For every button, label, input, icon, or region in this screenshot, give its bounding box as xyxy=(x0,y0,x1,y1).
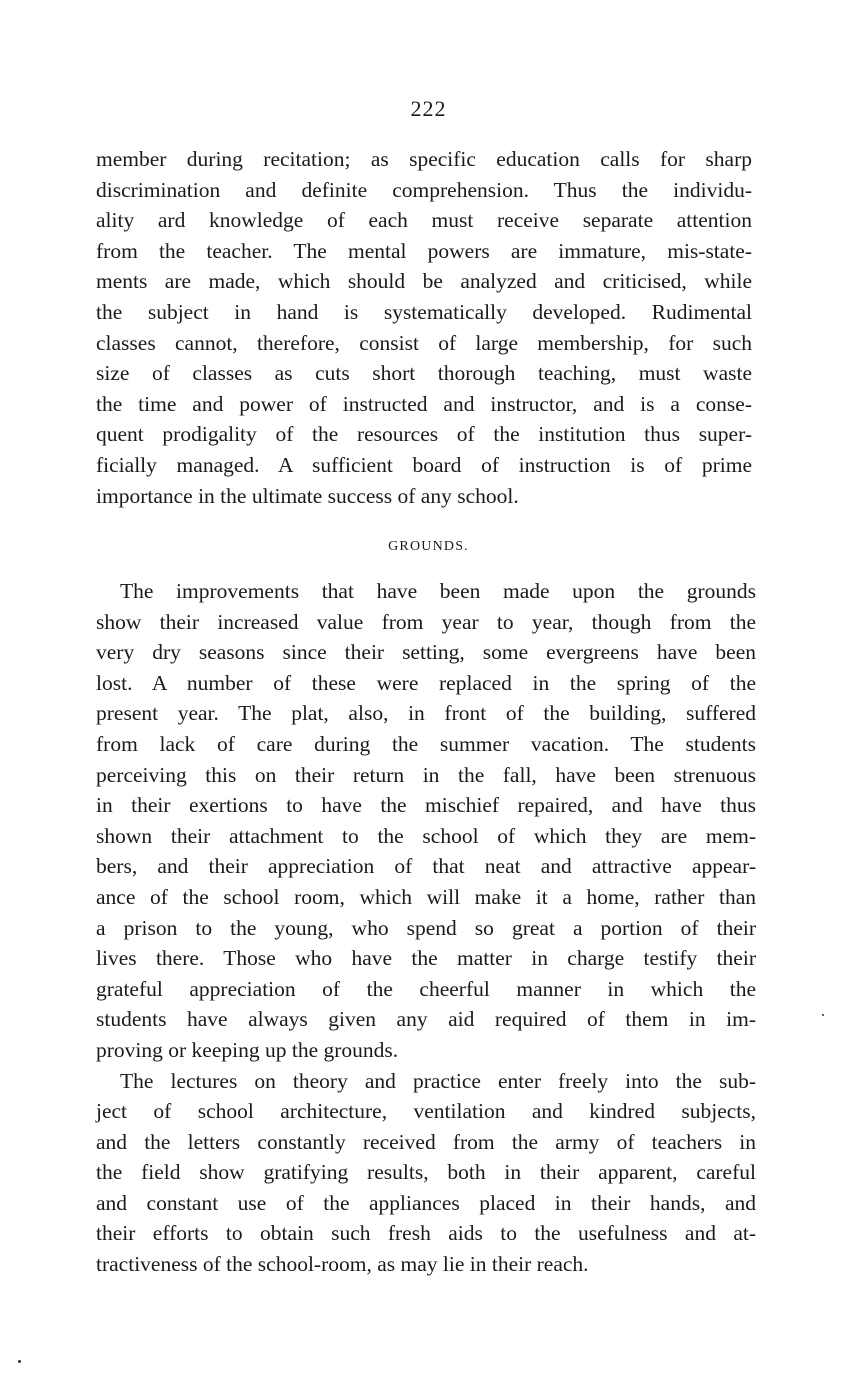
text-line: lost. A number of these were replaced in the spring of the xyxy=(96,670,756,695)
text-line: The lectures on theory and practice enter freely into the sub- xyxy=(120,1068,756,1093)
text-line: very dry seasons since their setting, some evergreens have been xyxy=(96,640,756,665)
text-line: perceiving this on their return in the fall, have been strenuous xyxy=(96,762,756,787)
text-line: importance in the ultimate success of any school. xyxy=(96,483,519,508)
text-line: from the teacher. The mental powers are immature, mis-state- xyxy=(96,238,752,263)
text-line: show their increased value from year to year, though from the xyxy=(96,609,756,634)
ink-speck xyxy=(822,1014,824,1016)
paragraph-lectures xyxy=(96,1066,756,1280)
text-line: students have always given any aid required of them in im- xyxy=(96,1007,756,1032)
paragraph-improvements xyxy=(96,576,756,1066)
text-line: in their exertions to have the mischief repaired, and have thus xyxy=(96,793,756,818)
text-line: their efforts to obtain such fresh aids to the usefulness and at- xyxy=(96,1221,756,1246)
text-line: from lack of care during the summer vacation. The students xyxy=(96,731,756,756)
text-line: The improvements that have been made upon the grounds xyxy=(120,579,756,603)
text-line: member during recitation; as specific education calls for sharp xyxy=(96,147,752,171)
text-line: shown their attachment to the school of which they are mem- xyxy=(96,823,756,848)
text-line: ficially managed. A sufficient board of instruction is of prime xyxy=(96,452,752,477)
text-line: the subject in hand is systematically developed. Rudimental xyxy=(96,299,752,324)
text-line: the time and power of instructed and instructor, and is a conse- xyxy=(96,391,752,416)
ink-speck xyxy=(18,1360,21,1363)
text-line: ality ard knowledge of each must receive separate attention xyxy=(96,208,752,233)
page-number: 222 xyxy=(410,96,447,121)
text-line: and constant use of the appliances placed in their hands, and xyxy=(96,1190,756,1215)
text-line: and the letters constantly received from the army of teachers in xyxy=(96,1129,756,1154)
text-line: grateful appreciation of the cheerful manner in which the xyxy=(96,976,756,1001)
text-line: a prison to the young, who spend so great a portion of their xyxy=(96,915,756,940)
text-line: ject of school architecture, ventilation and kindred subjects, xyxy=(96,1099,756,1124)
text-line: tractiveness of the school-room, as may lie in their reach. xyxy=(96,1252,589,1277)
section-grounds-body xyxy=(96,576,756,1280)
text-line: ance of the school room, which will make it a home, rather than xyxy=(96,884,756,909)
text-line: ments are made, which should be analyzed and criticised, while xyxy=(96,269,752,294)
text-line: classes cannot, therefore, consist of large membership, for such xyxy=(96,330,752,355)
text-line: the field show gratifying results, both in their apparent, careful xyxy=(96,1160,756,1185)
section-heading-grounds: GROUNDS. xyxy=(388,539,469,554)
text-line: bers, and their appreciation of that neat and attractive appear- xyxy=(96,854,756,879)
text-line: quent prodigality of the resources of the institution thus super- xyxy=(96,422,752,447)
paragraph-recitation xyxy=(96,144,752,511)
text-line: size of classes as cuts short thorough teaching, must waste xyxy=(96,361,752,386)
text-line: lives there. Those who have the matter in charge testify their xyxy=(96,946,756,971)
text-line: discrimination and definite comprehension. Thus the individu- xyxy=(96,177,752,202)
text-line: proving or keeping up the grounds. xyxy=(96,1037,399,1062)
text-line: present year. The plat, also, in front of the building, suffered xyxy=(96,701,756,726)
